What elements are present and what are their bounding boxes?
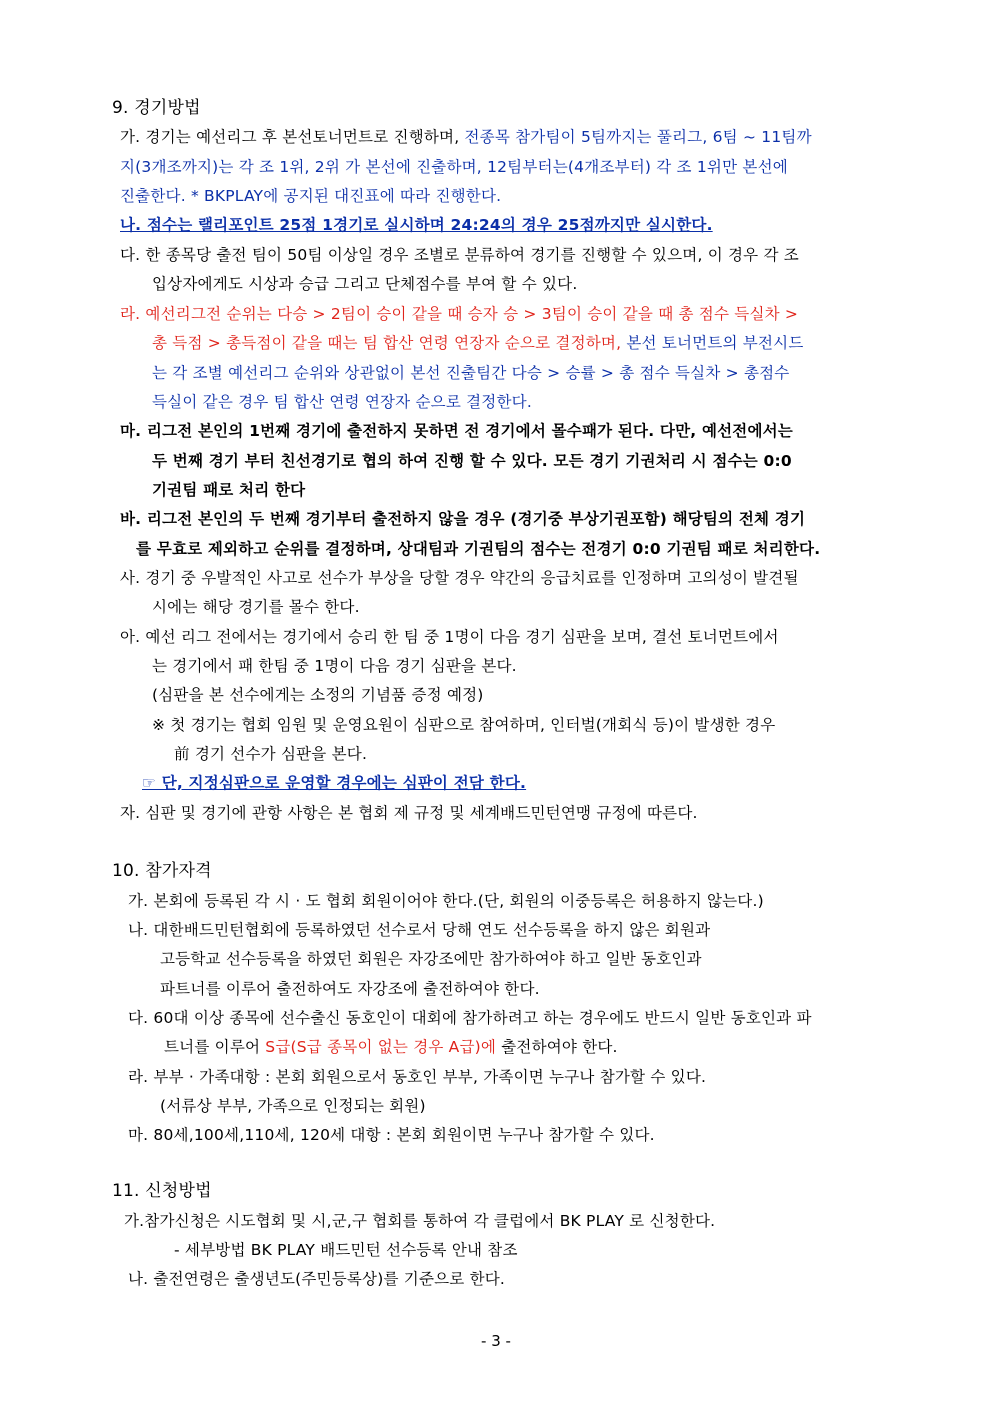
s9-ga-line1-a: 가. 경기는 예선리그 후 본선토너먼트로 진행하며,	[120, 128, 465, 146]
s10-da-line2-c: 출전하여야 한다.	[496, 1038, 618, 1056]
s9-ra-line2-b: 본선 토너먼트의 부전시드	[626, 334, 804, 352]
s11-ga-line2: - 세부방법 BK PLAY 배드민턴 선수등록 안내 참조	[174, 1241, 518, 1259]
page-number: - 3 -	[481, 1332, 511, 1350]
s9-a-line2: 는 경기에서 패 한팀 중 1명이 다음 경기 심판을 본다.	[152, 657, 517, 675]
s10-ra-line1: 라. 부부 · 가족대항 : 본회 회원으로서 동호인 부부, 가족이면 누구나 참가할 수 있다.	[128, 1068, 707, 1086]
s11-na: 나. 출전연령은 출생년도(주민등록상)를 기준으로 한다.	[128, 1270, 506, 1288]
s10-na-line2: 고등학교 선수등록을 하였던 회원은 자강조에만 참가하여야 하고 일반 동호인과	[160, 950, 702, 968]
section-11-title: 11. 신청방법	[112, 1181, 212, 1201]
s9-sa-line2: 시에는 해당 경기를 몰수 한다.	[152, 598, 360, 616]
s9-ga-line2: 지(3개조까지)는 각 조 1위, 2위 가 본선에 진출하며, 12팀부터는(4개조부터) 각 조 1위만 본선에	[120, 158, 788, 176]
s9-ba-line1: 바. 리그전 본인의 두 번째 경기부터 출전하지 않을 경우 (경기중 부상기권포함) 해당팀의 전체 경기	[120, 510, 806, 528]
s10-da-line1: 다. 60대 이상 종목에 선수출신 동호인이 대회에 참가하려고 하는 경우에도 반드시 일반 동호인과 파	[128, 1009, 812, 1027]
s9-a-line3: (심판을 본 선수에게는 소정의 기념품 증정 예정)	[152, 686, 484, 704]
s10-ga: 가. 본회에 등록된 각 시 · 도 협회 회원이어야 한다.(단, 회원의 이중등록은 허용하지 않는다.)	[128, 892, 764, 910]
s10-na-line3: 파트너를 이루어 출전하여도 자강조에 출전하여야 한다.	[160, 980, 540, 998]
s9-ja: 자. 심판 및 경기에 관항 사항은 본 협회 제 규정 및 세계배드민턴연맹 규정에 따른다.	[120, 804, 698, 822]
s9-sa-line1: 사. 경기 중 우발적인 사고로 선수가 부상을 당할 경우 약간의 응급치료를 인정하며 고의성이 발견될	[120, 569, 799, 587]
s10-na-line1: 나. 대한배드민턴협회에 등록하였던 선수로서 당해 연도 선수등록을 하지 않은 회원과	[128, 921, 711, 939]
s9-da-line1: 다. 한 종목당 출전 팀이 50팀 이상일 경우 조별로 분류하여 경기를 진행할 수 있으며, 이 경우 각 조	[120, 246, 799, 264]
s9-ma-line2: 두 번째 경기 부터 친선경기로 협의 하여 진행 할 수 있다. 모든 경기 기권처리 시 점수는 0:0	[152, 452, 792, 470]
s9-ra-line4: 득실이 같은 경우 팀 합산 연령 연장자 순으로 결정한다.	[152, 393, 532, 411]
section-9-title: 9. 경기방법	[112, 98, 201, 118]
s9-ra-line2	[152, 332, 804, 354]
s9-ra-line3: 는 각 조별 예선리그 순위와 상관없이 본선 진출팀간 다승 > 승률 > 총 점수 득실차 > 총점수	[152, 364, 790, 382]
s9-ba-line2: 를 무효로 제외하고 순위를 결정하며, 상대팀과 기권팀의 점수는 전경기 0:0 기권팀 패로 처리한다.	[136, 540, 821, 558]
s9-na: 나. 점수는 랠리포인트 25점 1경기로 실시하며 24:24의 경우 25점까지만 실시한다.	[120, 216, 713, 234]
s10-ra-line2: (서류상 부부, 가족으로 인정되는 회원)	[160, 1097, 426, 1115]
s9-a-line5: 前 경기 선수가 심판을 본다.	[174, 745, 368, 763]
s9-ga-line1	[120, 126, 812, 148]
s9-ga-line3: 진출한다. * BKPLAY에 공지된 대진표에 따라 진행한다.	[120, 187, 502, 205]
s9-a-line4: ※ 첫 경기는 협회 임원 및 운영요원이 심판으로 참여하며, 인터벌(개회식 등)이 발생한 경우	[152, 716, 776, 734]
s9-da-line2: 입상자에게도 시상과 승급 그리고 단체점수를 부여 할 수 있다.	[152, 275, 578, 293]
s11-ga-line1: 가.참가신청은 시도협회 및 시,군,구 협회를 통하여 각 클럽에서 BK PLAY 로 신청한다.	[124, 1212, 716, 1230]
s9-ga-line1-b: 전종목 참가팀이 5팀까지는 풀리그, 6팀 ~ 11팀까	[464, 128, 812, 146]
s9-ma-line1: 마. 리그전 본인의 1번째 경기에 출전하지 못하면 전 경기에서 몰수패가 된다. 다만, 예선전에서는	[120, 422, 793, 440]
s9-ra-line1: 라. 예선리그전 순위는 다승 > 2팀이 승이 같을 때 승자 승 > 3팀이 승이 같을 때 총 점수 득실차 >	[120, 305, 799, 323]
s9-ra-line2-a: 총 득점 > 총득점이 같을 때는 팀 합산 연령 연장자 순으로 결정하며,	[152, 334, 627, 352]
s9-a-line6: ☞ 단, 지정심판으로 운영할 경우에는 심판이 전담 한다.	[142, 774, 527, 792]
section-10-title: 10. 참가자격	[112, 861, 212, 881]
s9-ma-line3: 기권팀 패로 처리 한다	[152, 481, 306, 499]
s10-da-line2-b: S급(S급 종목이 없는 경우 A급)에	[265, 1038, 497, 1056]
s10-da-line2	[164, 1036, 618, 1058]
s10-da-line2-a: 트너를 이루어	[164, 1038, 266, 1056]
s10-ma: 마. 80세,100세,110세, 120세 대항 : 본회 회원이면 누구나 참가할 수 있다.	[128, 1126, 655, 1144]
s9-a-line1: 아. 예선 리그 전에서는 경기에서 승리 한 팀 중 1명이 다음 경기 심판을 보며, 결선 토너먼트에서	[120, 628, 779, 646]
